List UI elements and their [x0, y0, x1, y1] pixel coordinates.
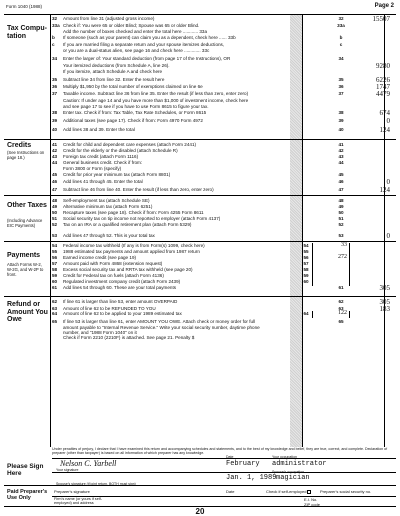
line-text: Amount paid with Form 4868 (extension request): [63, 261, 163, 266]
line-text: Your itemized deductions (from Schedule A, line 26).: [63, 63, 170, 68]
line-text: Regulated investment company credit (attach Form 2439): [63, 279, 181, 284]
page-number: 20: [195, 507, 205, 516]
line-number: 35: [52, 77, 58, 82]
sub-amount-field[interactable]: 272: [312, 255, 350, 262]
form-name: Form 1040 (1988): [6, 4, 43, 9]
line-ref-number: b: [339, 35, 343, 40]
line-item: [52, 233, 396, 240]
line-text: Subtract line 46 from line 40. Enter the result (if less than zero, enter zero): [63, 187, 214, 192]
caption-spouse-occupation: Spouse's occupation: [272, 470, 305, 474]
line-text: Social security tax on tip income not reported to employer (attach Form 4137): [63, 216, 221, 221]
line-number: 65: [52, 319, 58, 324]
occupation-value[interactable]: administrator: [272, 460, 327, 468]
line-ref-number: 36: [338, 84, 344, 89]
line-text: Excess social security tax and RRTA tax withheld (see page 20): [63, 267, 193, 272]
line-number: 36: [52, 84, 58, 89]
sign-date-value[interactable]: February: [226, 460, 260, 468]
line-ref-number: 38: [338, 110, 344, 115]
line-item: [52, 285, 396, 292]
line-ref-number: 40: [338, 127, 344, 132]
line-ref-number: 42: [338, 148, 344, 153]
line-number: 62: [52, 299, 58, 304]
line-number: 53: [52, 233, 58, 238]
line-text: Add the number of boxes checked and enter the total here ............ 33a: [63, 29, 208, 34]
line-text: Add lines 38 and 39. Enter the total: [63, 127, 135, 132]
preparer-label: Paid Preparer's Use Only: [7, 489, 48, 501]
section-refund-label: Refund or Amount You Owe: [7, 301, 48, 323]
line-item: [52, 172, 396, 179]
line-number: 48: [52, 198, 58, 203]
line-text: Check if: You were 65 or older Blind; Spouse was 65 or older Blind.: [63, 23, 200, 28]
ein-field[interactable]: E.I. No.: [304, 497, 318, 502]
amount-field[interactable]: 4479: [376, 90, 390, 98]
line-item: [52, 335, 396, 342]
line-text: Form 3800 or Form (specify): [63, 166, 122, 171]
line-item: [52, 77, 396, 84]
line-text: Enter tax. Check if from: Tax Table, Tax Rate Schedules, or Form 8615: [63, 110, 207, 115]
line-text: If line 61 is larger than line 53, enter amount OVERPAID: [63, 299, 178, 304]
line-item: [52, 48, 396, 55]
line-ref-number: c: [339, 42, 343, 47]
section-payments-label: Payments: [7, 252, 41, 259]
line-item: [52, 84, 396, 91]
line-text: or you are a dual-status alien, see page 16 and check here ............. 33c: [63, 48, 210, 53]
amount-field[interactable]: 15507: [372, 15, 390, 23]
line-text: 1988 estimated tax payments and amount applied from 1987 return: [63, 249, 200, 254]
line-number: 58: [52, 267, 58, 272]
spouse-date-value[interactable]: Jan. 1, 1989: [226, 474, 277, 482]
section-credits-note: (See Instructions on page 18.): [7, 150, 45, 160]
line-ref-number: 52: [338, 222, 344, 227]
line-text: Taxable income. Subtract line 36 from line 35. Enter the result (if less than zero, enter zero): [63, 91, 249, 96]
line-ref-number: 48: [338, 198, 344, 203]
caption-spouse-signature: Spouse's signature (if joint return, BOTH must sign): [56, 482, 136, 486]
sub-line-number: 59: [303, 273, 309, 278]
amount-field[interactable]: 183: [379, 305, 390, 313]
line-item: [52, 110, 396, 117]
sign-here-label: Please Sign Here: [7, 463, 44, 477]
line-text: If line 53 is larger than line 61, enter AMOUNT YOU OWE. Attach check or money order for full: [63, 319, 256, 324]
section-credits-label: Credits: [7, 142, 32, 149]
line-number: 56: [52, 255, 58, 260]
caption-occupation: Your occupation: [272, 455, 297, 459]
line-ref-number: 44: [338, 160, 344, 165]
line-text: If someone (such as your parent) can claim you as a dependent, check here ...... 33b: [63, 35, 236, 40]
line-number: 43: [52, 154, 58, 159]
line-text: Self-employment tax (attach Schedule SE): [63, 198, 150, 203]
line-ref-number: 63: [338, 306, 344, 311]
amount-field[interactable]: 674: [379, 109, 390, 117]
line-text: Add lines 54 through 60. These are your total payments: [63, 285, 177, 290]
spouse-occupation-value[interactable]: magician: [276, 474, 310, 482]
line-item: [52, 179, 396, 186]
line-number: 41: [52, 142, 58, 147]
line-number: 59: [52, 273, 58, 278]
line-text: Earned income credit (see page 19): [63, 255, 137, 260]
line-text: Alternative minimum tax (attach Form 6251): [63, 204, 153, 209]
amount-field[interactable]: 0: [386, 178, 390, 186]
sub-line-number: 56: [303, 255, 309, 260]
line-text: number, and "1988 Form 1040" on it: [63, 330, 137, 335]
line-text: If you are married filing a separate return and your spouse itemizes deductions,: [63, 42, 225, 47]
line-ref-number: 53: [338, 233, 344, 238]
line-number: 46: [52, 179, 58, 184]
line-ref-number: 50: [338, 210, 344, 215]
line-number: 33a: [52, 23, 60, 28]
section-other-note: (Including Advance EIC Payments): [7, 218, 43, 228]
amount-field[interactable]: 305: [379, 298, 390, 306]
line-number: 55: [52, 249, 58, 254]
prep-divider: [52, 496, 396, 497]
line-text: Add lines 47 through 52. This is your total tax: [63, 233, 155, 238]
perjury-declaration: Under penalties of perjury, I declare that I have examined this return and accompanying schedules and statements, and to the best of my knowledge and belief, they are true, correct, and complete. Declaration of preparer (other than taxpayer) is based on all information of which preparer has any knowledge.: [52, 447, 388, 455]
zip-field[interactable]: ZIP code: [304, 502, 320, 507]
line-text: Credit for Federal tax on fuels (attach Form 4136): [63, 273, 164, 278]
line-number: 32: [52, 16, 58, 21]
line-ref-number: 35: [338, 77, 344, 82]
sub-line-number: 58: [303, 267, 309, 272]
amount-field[interactable]: 305: [379, 284, 390, 292]
line-ref-number: 45: [338, 172, 344, 177]
line-number: 63: [52, 306, 58, 311]
amount-field[interactable]: 124: [379, 126, 390, 134]
line-number: b: [52, 35, 55, 40]
line-number: 37: [52, 91, 58, 96]
preparer-signature-field[interactable]: Preparer's signature: [54, 489, 90, 494]
line-ref-number: 46: [338, 179, 344, 184]
line-ref-number: 61: [338, 285, 344, 290]
line-text: Recapture taxes (see page 18). Check if from: Form 4255 Form 8611: [63, 210, 204, 215]
line-item: [52, 35, 396, 42]
line-ref-number: 62: [338, 299, 344, 304]
amount-field[interactable]: 1747: [376, 83, 390, 91]
amount-field[interactable]: 0: [386, 117, 390, 125]
line-item: [52, 187, 396, 194]
line-number: 38: [52, 110, 58, 115]
line-ref-number: 49: [338, 204, 344, 209]
line-ref-number: 32: [338, 16, 344, 21]
line-item: [52, 91, 396, 98]
form-body: [4, 14, 396, 446]
line-text: Amount of line 62 to be applied to your 1989 estimated tax: [63, 311, 182, 316]
line-number: 50: [52, 210, 58, 215]
line-text: Additional taxes (see page 17). Check if from: Form 4970 Form 4972: [63, 118, 203, 123]
line-item: [52, 56, 396, 63]
sub-line-number: 60: [303, 279, 309, 284]
line-ref-number: 39: [338, 118, 344, 123]
line-text: Caution: If under age 14 and you have more than $1,000 of investment income, check here: [63, 98, 249, 103]
line-ref-number: 37: [338, 91, 344, 96]
line-ref-number: 51: [338, 216, 344, 221]
line-item: [52, 311, 396, 318]
line-text: If you itemize, attach Schedule A and check here: [63, 69, 163, 74]
line-text: amount payable to "Internal Revenue Service." Write your social security number, daytime phone: [63, 325, 260, 330]
line-number: c: [52, 42, 55, 47]
line-ref-number: 47: [338, 187, 344, 192]
line-text: Federal income tax withheld (If any is from Form(s) 1099, check here): [63, 243, 205, 248]
line-ref-number: 43: [338, 154, 344, 159]
page-label: Page 2: [374, 3, 394, 9]
line-number: 61: [52, 285, 58, 290]
self-employed-check[interactable]: [266, 489, 312, 494]
firm-name-field[interactable]: Firm's name (or yours if self-employed) and address: [54, 497, 102, 506]
section-payments-note: Attach Forms W-2, W-2G, and W-2P to front.: [7, 262, 44, 277]
amount-field[interactable]: 0: [386, 232, 390, 240]
form-header: [4, 3, 396, 12]
section-other-label: Other Taxes: [7, 202, 47, 209]
line-number: 60: [52, 279, 58, 284]
line-text: General business credit. Check if from:: [63, 160, 143, 165]
line-ref-number: 41: [338, 142, 344, 147]
line-text: Multiply $1,950 by the total number of exemptions claimed on line 6e: [63, 84, 203, 89]
paid-preparer-block: [4, 487, 396, 507]
sig-line-2: [52, 472, 396, 473]
line-text: Credit for the elderly or the disabled (attach Schedule R): [63, 148, 178, 153]
line-number: 45: [52, 172, 58, 177]
line-number: 57: [52, 261, 58, 266]
line-number: 42: [52, 148, 58, 153]
line-number: 40: [52, 127, 58, 132]
line-text: Amount of line 62 to be REFUNDED TO YOU: [63, 306, 156, 311]
preparer-date-field[interactable]: Date: [226, 489, 235, 494]
line-number: 44: [52, 160, 58, 165]
self-employed-label: Check if self-employed: [266, 489, 307, 494]
sub-line-number: 54: [303, 243, 309, 248]
self-employed-checkbox[interactable]: [307, 490, 311, 494]
line-number: 54: [52, 243, 58, 248]
line-ref-number: 33a: [337, 23, 345, 28]
line-item: [52, 69, 396, 76]
line-item: [52, 299, 396, 306]
line-ref-number: 34: [338, 56, 344, 61]
line-number: 47: [52, 187, 58, 192]
line-text: Tax on an IRA or a qualified retirement plan (attach Form 5329): [63, 222, 192, 227]
line-text: Credit for child and dependent care expenses (attach Form 2441): [63, 142, 197, 147]
line-text: Credit for prior year minimum tax (attach Form 8801): [63, 172, 171, 177]
line-text: Amount from line 31 (adjusted gross income): [63, 16, 155, 21]
line-number: 52: [52, 222, 58, 227]
signature-block: [4, 446, 396, 486]
line-text: and see page 17 to see if you have to use Form 8615 to figure your tax.: [63, 104, 209, 109]
line-item: [52, 127, 396, 134]
section-tax-label: Tax Compu-tation: [7, 25, 47, 40]
line-item: [52, 118, 396, 125]
line-number: 49: [52, 204, 58, 209]
line-text: Add lines 41 through 45. Enter the total: [63, 179, 143, 184]
preparer-ssn-field[interactable]: Preparer's social security no.: [320, 489, 372, 494]
caption-your-signature: Your signature: [56, 468, 79, 472]
your-signature-value[interactable]: Nelson C. Yarbell: [60, 459, 117, 468]
line-text: Check if Form 2210 (2210F) is attached. See page 21. Penalty $: [63, 335, 195, 340]
line-number: 34: [52, 56, 58, 61]
caption-date: Date: [226, 455, 234, 459]
line-number: 51: [52, 216, 58, 221]
sub-line-number: 64: [303, 311, 309, 316]
sub-amount-field[interactable]: 122: [312, 311, 350, 318]
amount-field[interactable]: 124: [379, 186, 390, 194]
amount-field[interactable]: 9280: [376, 62, 390, 70]
line-ref-number: 65: [338, 319, 344, 324]
line-item: [52, 16, 396, 23]
line-item: [52, 222, 396, 229]
amount-field[interactable]: 6226: [376, 76, 390, 84]
line-number: 64: [52, 311, 58, 316]
line-number: 39: [52, 118, 58, 123]
sub-amount-field[interactable]: 33: [312, 243, 350, 250]
sub-line-number: 57: [303, 261, 309, 266]
sub-line-number: 55: [303, 249, 309, 254]
line-text: Foreign tax credit (attach Form 1116): [63, 154, 139, 159]
line-text: Subtract line 34 from line 32. Enter the result here: [63, 77, 165, 82]
line-text: Enter the larger of: Your standard deduction (from page 17 of the Instructions), OR: [63, 56, 231, 61]
